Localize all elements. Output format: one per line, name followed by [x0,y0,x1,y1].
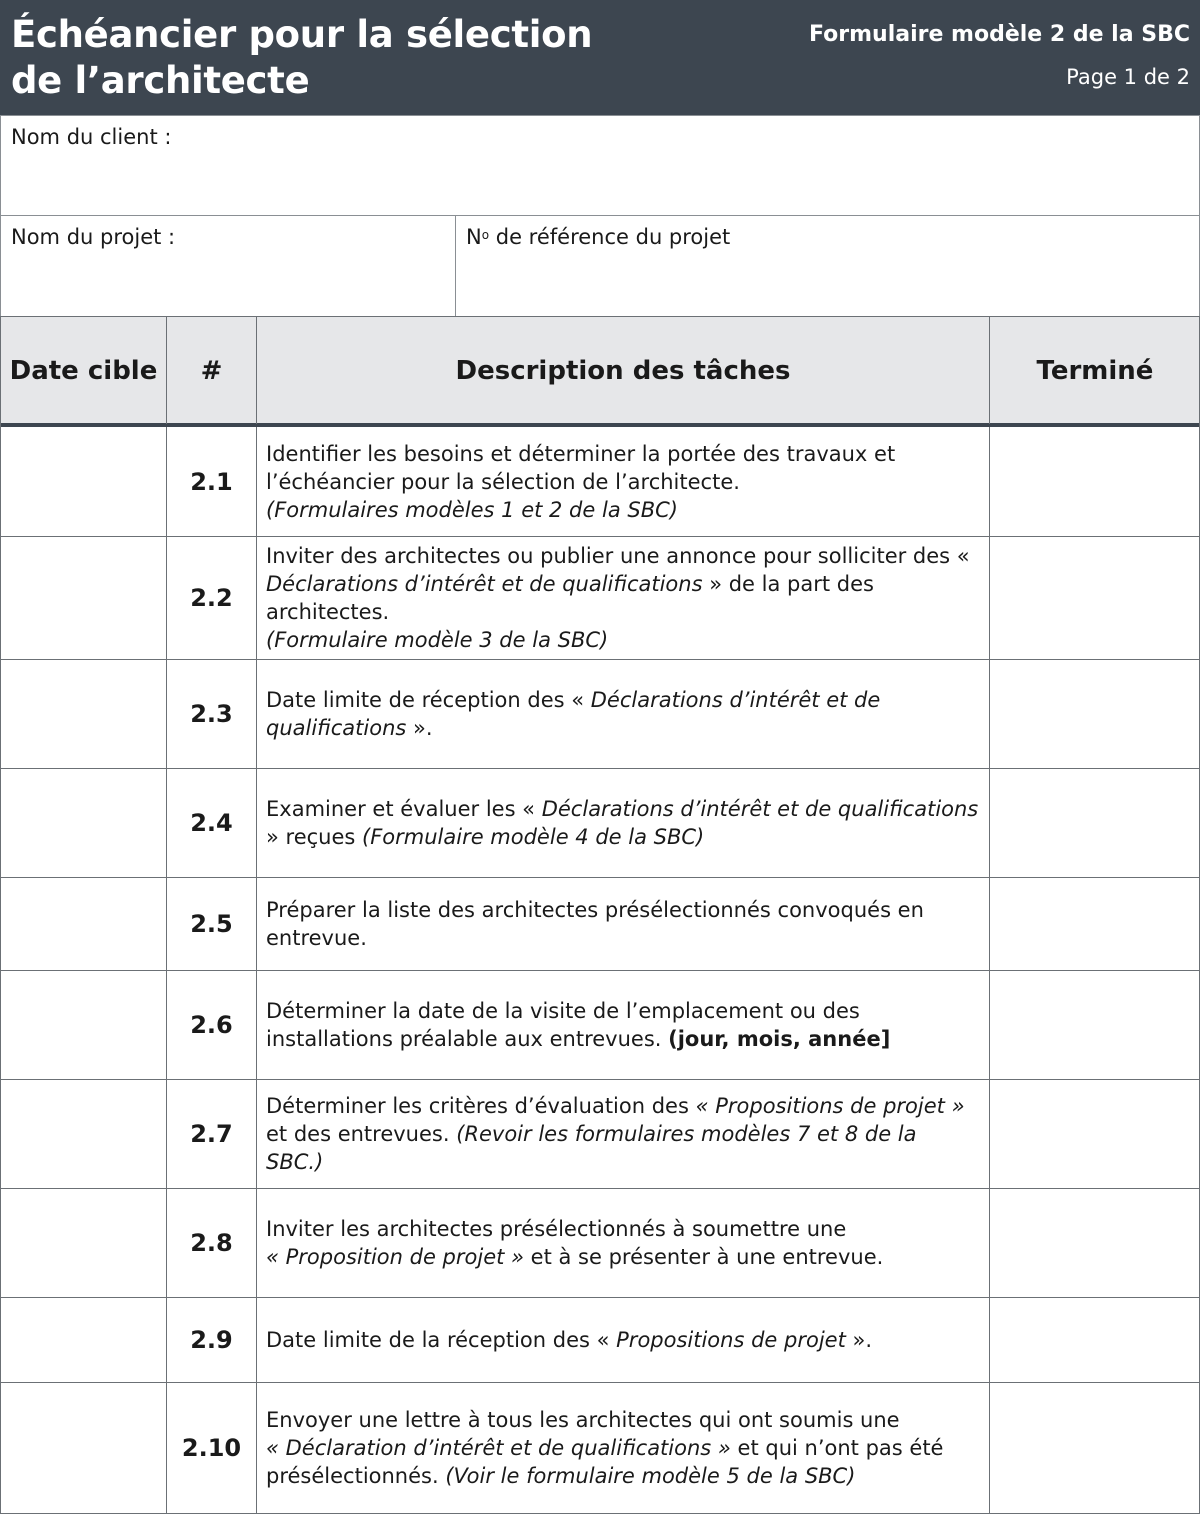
table-header [1,316,1199,427]
description-fragment: (Revoir les formulaires modèles 7 et 8 de la SBC.) [266,1122,917,1174]
task-number: 2.5 [167,878,257,970]
project-reference-field[interactable] [455,215,1200,317]
description-fragment: Identifier les besoins et déterminer la portée des travaux et l’échéancier pour la sélection de l’architecte. [266,441,896,494]
description-fragment: Déclarations d’intérêt et de qualifications [266,688,881,740]
target-date-cell[interactable] [1,769,167,877]
task-description [257,660,990,768]
task-description-text [266,686,979,742]
description-fragment: Propositions de projet [616,1328,846,1352]
header-number: # [167,317,257,424]
client-name-label: Nom du client : [11,125,172,149]
task-number: 2.8 [167,1189,257,1297]
description-fragment: (jour, mois, année] [668,1027,891,1051]
table-row [1,878,1199,971]
target-date-cell[interactable] [1,878,167,970]
project-name-label: Nom du projet : [11,225,176,249]
completed-cell[interactable] [990,878,1200,970]
task-description [257,971,990,1079]
target-date-cell[interactable] [1,1383,167,1513]
description-fragment: Date limite de la réception des « [266,1328,617,1352]
page-title: Échéancier pour la sélection de l’architecte [11,13,593,102]
description-fragment: « Propositions de projet » [695,1094,965,1118]
completed-cell[interactable] [990,660,1200,768]
description-fragment: » reçues [266,825,363,849]
description-fragment: (Formulaire modèle 3 de la SBC) [266,628,609,652]
description-fragment: Déclarations d’intérêt et de qualifications [266,572,703,596]
client-name-field[interactable] [0,115,1200,216]
task-description-text [266,997,979,1053]
table-row [1,427,1199,537]
task-description-text [266,1406,979,1490]
task-number: 2.10 [167,1383,257,1513]
description-fragment: Inviter des architectes ou publier une annonce pour solliciter des « [266,544,970,568]
target-date-cell[interactable] [1,660,167,768]
task-description [257,537,990,659]
target-date-cell[interactable] [1,1298,167,1382]
table-row [1,1383,1199,1514]
task-description [257,1298,990,1382]
completed-cell[interactable] [990,1298,1200,1382]
completed-cell[interactable] [990,1383,1200,1513]
target-date-cell[interactable] [1,537,167,659]
description-fragment: « Déclaration d’intérêt et de qualifications » [266,1436,731,1460]
task-description [257,769,990,877]
reference-prefix: N [466,225,482,249]
description-fragment: Envoyer une lettre à tous les architectes qui ont soumis une [266,1408,900,1432]
page-indicator: Page 1 de 2 [1066,65,1190,89]
description-fragment: Déterminer la date de la visite de l’emplacement ou des installations préalable aux entrevues. [266,999,860,1051]
table-row [1,537,1199,660]
task-description [257,878,990,970]
task-description-text [266,1092,979,1176]
task-number: 2.1 [167,427,257,536]
description-fragment: (Formulaire modèle 4 de la SBC) [362,825,705,849]
description-fragment: ». [406,716,433,740]
task-description-text [266,440,979,524]
task-description-text [266,1326,979,1354]
description-fragment: Déclarations d’intérêt et de qualifications [541,797,979,821]
table-row [1,971,1199,1080]
completed-cell[interactable] [990,427,1200,536]
description-fragment: Date limite de réception des « [266,688,591,712]
table-row [1,1298,1199,1383]
form-model-label: Formulaire modèle 2 de la SBC [809,22,1190,47]
description-fragment: et des entrevues. [266,1122,457,1146]
completed-cell[interactable] [990,971,1200,1079]
task-number: 2.9 [167,1298,257,1382]
task-number: 2.6 [167,971,257,1079]
target-date-cell[interactable] [1,427,167,536]
task-description [257,1383,990,1513]
target-date-cell[interactable] [1,1189,167,1297]
table-row [1,769,1199,878]
completed-cell[interactable] [990,537,1200,659]
task-description-text [266,795,979,851]
task-description [257,427,990,536]
description-fragment: Déterminer les critères d’évaluation des [266,1094,696,1118]
reference-superscript: o [481,228,490,242]
reference-label-text: de référence du projet [489,225,731,249]
header-target-date: Date cible [1,317,167,424]
description-fragment: et qui n’ont pas été présélectionnés. [266,1436,944,1488]
project-reference-label [466,224,730,250]
task-number: 2.7 [167,1080,257,1188]
task-description-text [266,542,979,654]
form-header [0,0,1200,115]
task-description [257,1189,990,1297]
description-fragment: Préparer la liste des architectes présélectionnés convoqués en entrevue. [266,898,924,950]
description-fragment: (Voir le formulaire modèle 5 de la SBC) [445,1464,856,1488]
table-row [1,1080,1199,1189]
task-schedule-table [0,316,1200,1514]
completed-cell[interactable] [990,1080,1200,1188]
description-fragment: « Proposition de projet » [266,1245,524,1269]
completed-cell[interactable] [990,769,1200,877]
table-row [1,660,1199,769]
task-number: 2.2 [167,537,257,659]
task-description-text [266,896,979,952]
project-name-field[interactable] [0,215,456,317]
target-date-cell[interactable] [1,971,167,1079]
task-number: 2.3 [167,660,257,768]
description-fragment: ». [845,1328,873,1352]
description-fragment: Examiner et évaluer les « [266,797,542,821]
task-description-text [266,1215,979,1271]
description-fragment: Inviter les architectes présélectionnés à soumettre une [266,1217,847,1241]
description-fragment: (Formulaires modèles 1 et 2 de la SBC) [266,497,678,522]
table-row [1,1189,1199,1298]
description-fragment: et à se présenter à une entrevue. [524,1245,884,1269]
task-number: 2.4 [167,769,257,877]
header-completed: Terminé [1036,355,1154,386]
completed-cell[interactable] [990,1189,1200,1297]
description-fragment: » de la part des architectes. [266,572,874,624]
task-description [257,1080,990,1188]
header-description: Description des tâches [257,317,990,424]
target-date-cell[interactable] [1,1080,167,1188]
